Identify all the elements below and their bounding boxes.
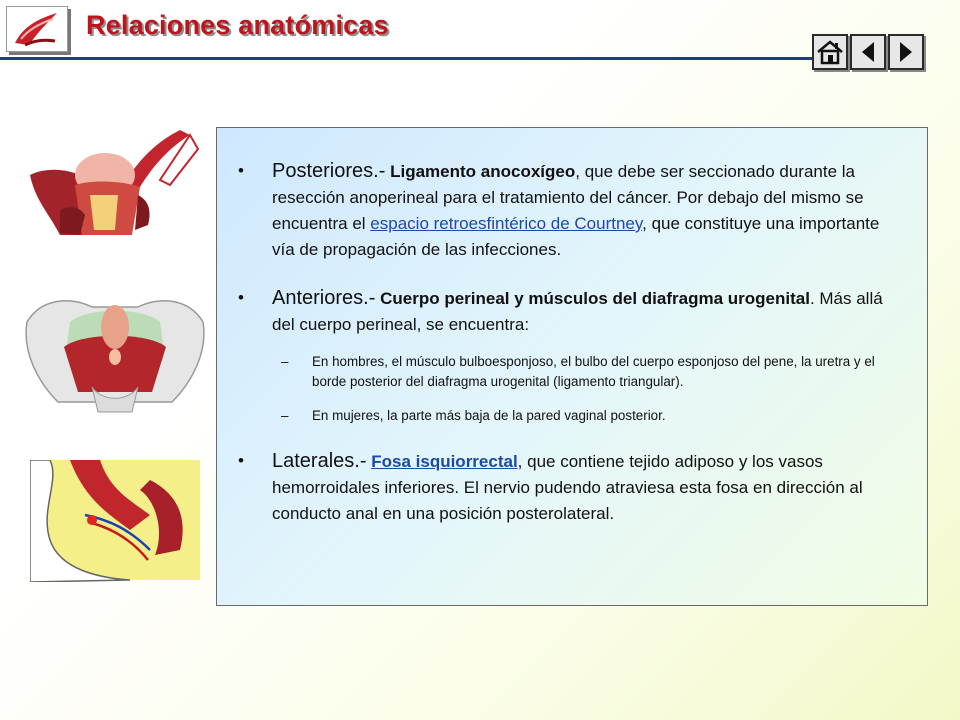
sub-item-mujeres [272,406,905,426]
text-posteriores-1: , que debe ser seccionado durante la resección anoperineal para el tratamiento del cáncer. Por debajo del mismo se encuentra el [272,162,864,233]
sub-item-text: En hombres, el músculo bulboesponjoso, el bulbo del cuerpo esponjoso del pene, la uretra y el borde posterior del diafragma urogenital (ligamento triangular). [312,354,875,389]
text-posteriores-2: , que constituye una importante vía de propagación de las infecciones. [272,214,880,259]
list-item-laterales [235,448,905,527]
list-item-anteriores [235,285,905,426]
heading-posteriores: Posteriores.- [272,160,386,182]
ischiorectal-fossa-illustration [30,460,200,582]
content-panel [216,127,928,606]
previous-button[interactable] [850,34,886,70]
heading-laterales: Laterales.- [272,450,367,472]
sub-list [272,352,905,426]
triangle-left-icon [858,40,878,64]
page-title: Relaciones anatómicas [86,10,389,40]
list-item-posteriores [235,158,905,263]
title-underline [0,57,812,60]
bullet: • [238,161,244,180]
text-laterales-1: , que contiene tejido adiposo y los vasos hemorroidales inferiores. El nervio pudendo atraviesa esta fosa en dirección al conducto anal en una posición posterolateral. [272,452,863,523]
keyword-ligamento: Ligamento anocoxígeo [390,162,576,181]
anorectal-side-view-illustration [20,125,200,255]
anatomy-logo-icon [6,6,68,52]
home-icon [816,39,844,65]
navigation-bar [812,34,924,70]
home-button[interactable] [812,34,848,70]
bullet: • [238,451,244,470]
heading-anteriores: Anteriores.- [272,287,376,309]
triangle-right-icon [896,40,916,64]
bullet: • [238,288,244,307]
dash: – [281,354,289,369]
link-fosa-isquiorrectal[interactable]: Fosa isquiorrectal [371,452,518,471]
sub-item-text: En mujeres, la parte más baja de la pared vaginal posterior. [312,408,666,423]
dash: – [281,408,289,423]
next-button[interactable] [888,34,924,70]
keyword-cuerpo-perineal: Cuerpo perineal y músculos del diafragma urogenital [380,289,810,308]
link-espacio-courtney[interactable]: espacio retroesfintérico de Courtney [370,214,643,233]
sub-item-hombres [272,352,905,392]
relations-list [235,158,905,527]
pelvic-floor-illustration [22,292,208,416]
text-anteriores-1: . Más allá del cuerpo perineal, se encuentra: [272,289,883,334]
